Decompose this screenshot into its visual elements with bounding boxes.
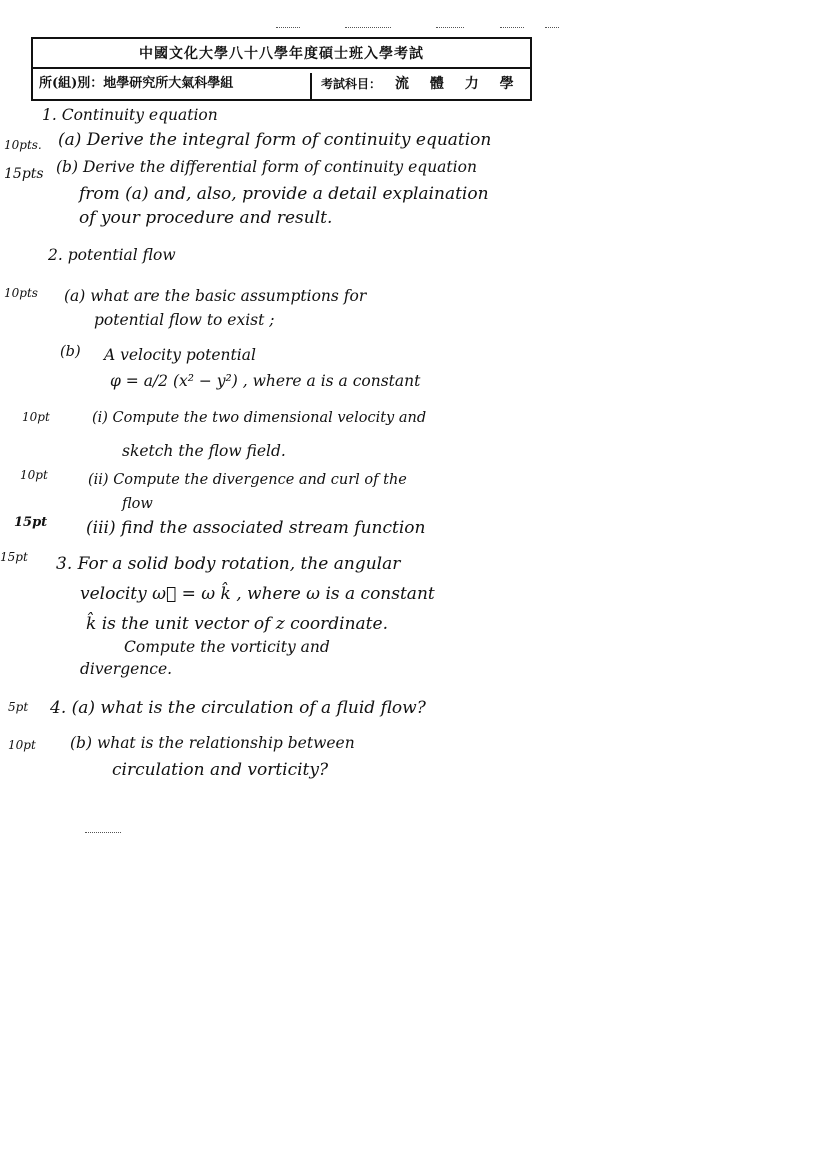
q1a-text: (a) Derive the integral form of continuity equation	[58, 130, 492, 150]
scan-speck	[85, 832, 121, 834]
q2bii-line1: (ii) Compute the divergence and curl of the	[88, 472, 407, 488]
q2-heading: 2. potential flow	[48, 246, 176, 264]
q2bi-points: 10pt	[22, 410, 50, 424]
q2a-points: 10pts	[4, 286, 38, 300]
q3-line2: velocity ω⃗ = ω k̂ , where ω is a constant	[80, 584, 435, 604]
q2bii-line2: flow	[122, 496, 153, 512]
scan-speck	[345, 27, 391, 29]
q1-heading: 1. Continuity equation	[42, 106, 218, 124]
q2b-line1: A velocity potential	[104, 346, 256, 364]
q3-line4: Compute the vorticity and	[124, 638, 330, 656]
exam-header	[31, 37, 532, 101]
q4a-points: 5pt	[8, 700, 29, 714]
q1a-points: 10pts.	[4, 138, 42, 152]
q2a-line2: potential flow to exist ;	[94, 311, 275, 329]
q1b-line1: (b) Derive the differential form of continuity equation	[56, 158, 477, 176]
q3-line5: divergence.	[80, 660, 173, 678]
exam-title: 中國文化大學八十八學年度碩士班入學考試	[33, 39, 530, 69]
scan-speck	[436, 27, 464, 29]
q1b-line2: from (a) and, also, provide a detail explaination	[79, 184, 489, 204]
q2bi-line2: sketch the flow field.	[122, 442, 286, 460]
q2a-line1: (a) what are the basic assumptions for	[64, 287, 367, 305]
q4b-line1: (b) what is the relationship between	[70, 734, 355, 752]
scan-speck	[500, 27, 524, 29]
subject-name: 流 體 力 學	[395, 76, 522, 92]
header-divider	[310, 73, 312, 99]
q1b-line3: of your procedure and result.	[79, 208, 333, 228]
department-label: 所(組)別：地學研究所大氣科學組	[39, 76, 234, 91]
q2biii-points: 15pt	[14, 515, 48, 530]
q2bi-line1: (i) Compute the two dimensional velocity and	[92, 410, 427, 426]
q3-points: 15pt	[0, 550, 28, 564]
q4b-points: 10pt	[8, 738, 36, 752]
q3-line1: 3. For a solid body rotation, the angular	[56, 554, 401, 574]
q2b-label: (b)	[60, 344, 81, 360]
subject-label: 考試科目：	[321, 77, 382, 91]
q2biii-line1: (iii) find the associated stream function	[86, 518, 426, 538]
scan-speck	[276, 27, 300, 29]
q1b-points: 15pts	[4, 166, 44, 182]
q4b-line2: circulation and vorticity?	[112, 760, 329, 780]
header-info-row	[33, 69, 530, 99]
q3-line3: k̂ is the unit vector of z coordinate.	[86, 614, 388, 634]
scan-speck	[545, 27, 559, 29]
q2bii-points: 10pt	[20, 468, 48, 482]
q4a-text: 4. (a) what is the circulation of a fluid flow?	[50, 698, 426, 718]
q2b-formula: φ = a/2 (x² − y²) , where a is a constant	[110, 372, 421, 390]
